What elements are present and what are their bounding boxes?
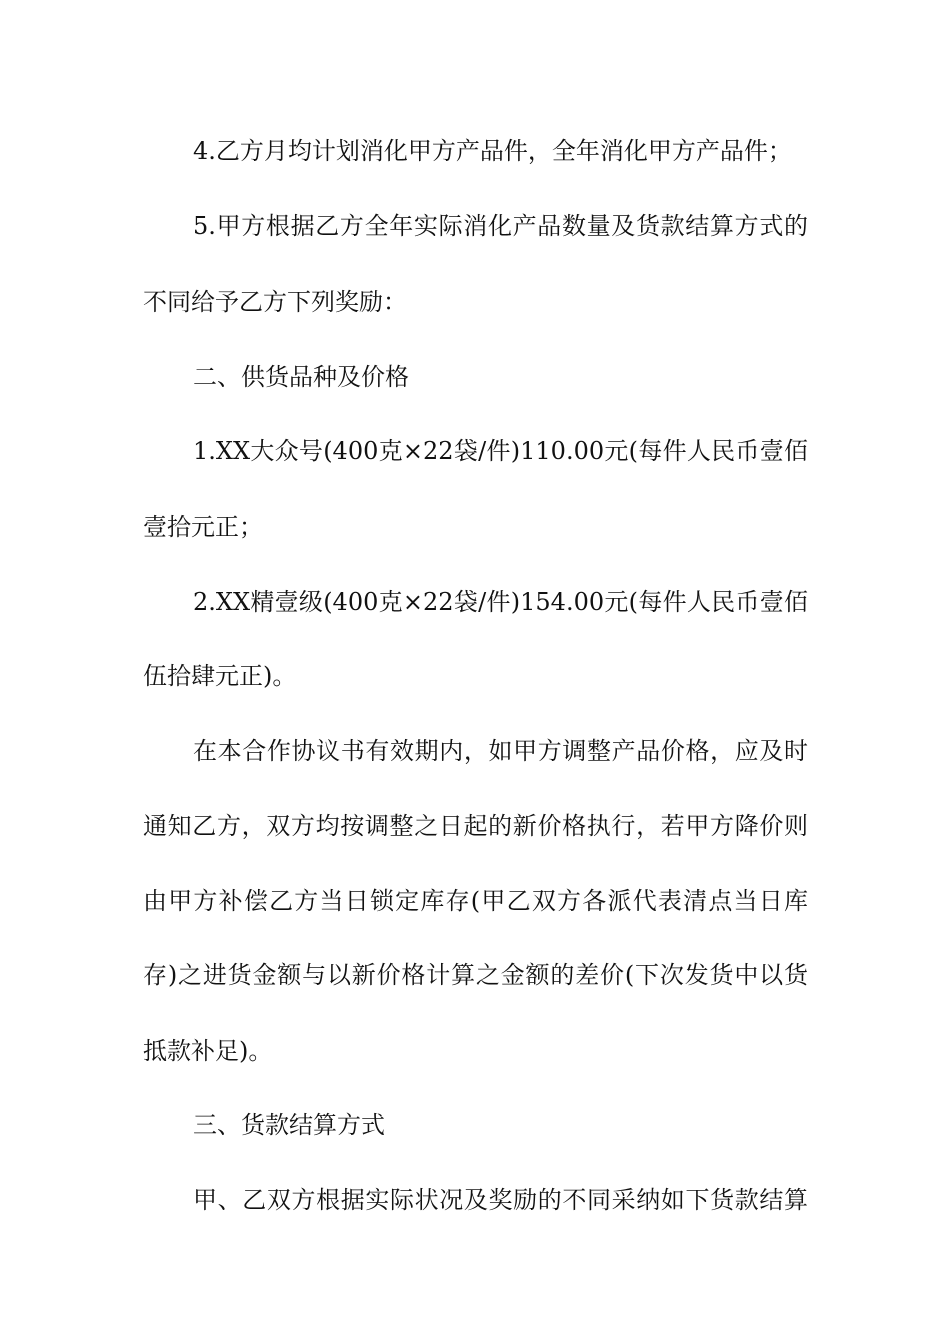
paragraph-line-price-adjust-2: 通知乙方，双方均按调整之日起的新价格执行，若甲方降价则 <box>143 812 808 840</box>
paragraph-line-price-adjust-5: 抵款补足)。 <box>143 1037 273 1065</box>
paragraph-line-price-adjust-4: 存)之进货金额与以新价格计算之金额的差价(下次发货中以货 <box>143 961 808 989</box>
paragraph-line-monthly-plan: 4.乙方月均计划消化甲方产品件，全年消化甲方产品件； <box>193 137 792 165</box>
paragraph-line-payment-intro: 甲、乙双方根据实际状况及奖励的不同采纳如下货款结算 <box>193 1186 808 1214</box>
paragraph-line-item-1-continuation: 壹拾元正； <box>143 513 263 541</box>
paragraph-line-reward-basis: 5.甲方根据乙方全年实际消化产品数量及货款结算方式的 <box>193 212 808 240</box>
paragraph-line-item-2: 2.XX精壹级(400克×22袋/件)154.00元(每件人民币壹佰 <box>193 588 808 616</box>
paragraph-line-item-1: 1.XX大众号(400克×22袋/件)110.00元(每件人民币壹佰 <box>193 437 808 465</box>
paragraph-line-reward-continuation: 不同给予乙方下列奖励： <box>143 288 407 316</box>
section-heading-payment-method: 三、货款结算方式 <box>193 1111 385 1139</box>
paragraph-line-price-adjust-3: 由甲方补偿乙方当日锁定库存(甲乙双方各派代表清点当日库 <box>143 887 808 915</box>
section-heading-supply-price: 二、供货品种及价格 <box>193 363 409 391</box>
paragraph-line-price-adjust: 在本合作协议书有效期内，如甲方调整产品价格，应及时 <box>193 737 808 765</box>
paragraph-line-item-2-continuation: 伍拾肆元正)。 <box>143 662 297 690</box>
